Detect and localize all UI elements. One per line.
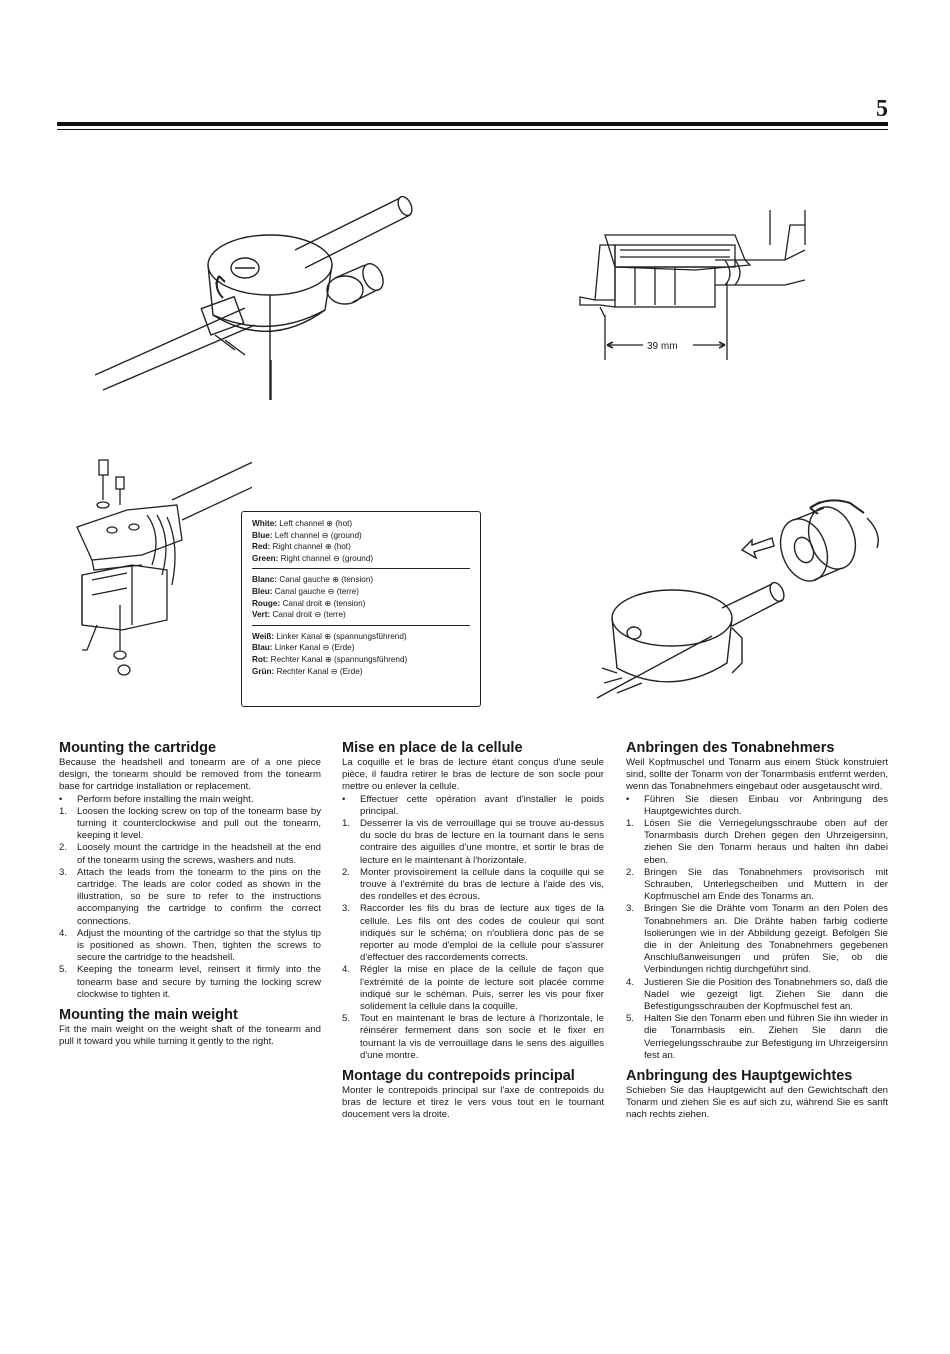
french-column: [342, 740, 604, 1122]
weight-paragraph: Monter le contrepoids principal sur l'axe de contrepoids du bras de lecture et tirez le vers vous tout en le tournant doucement vers la droite.: [342, 1085, 604, 1121]
cartridge-mounting-illustration: [72, 455, 252, 685]
wire-description: Right channel ⊖ (ground): [280, 553, 374, 563]
wiring-row: [252, 609, 470, 621]
wire-color: Blue:: [252, 530, 273, 540]
step-number: 4.: [626, 976, 635, 988]
wire-color: Weiß:: [252, 631, 275, 641]
step-number: 2.: [59, 842, 68, 854]
english-column: [59, 740, 321, 1048]
wire-description: Linker Kanal ⊕ (spannungsführend): [276, 631, 407, 641]
wiring-legend-french: [252, 568, 470, 624]
step-text: Halten Sie den Tonarm eben und führen Sie ihn wieder in die Tonarmbasis ein. Ziehen Sie dann die Verriegelungsschraube zur Befestigung im Uhrzeigersinn fest an.: [644, 1013, 888, 1061]
wire-description: Canal droit ⊕ (tension): [282, 598, 366, 608]
list-item: [626, 903, 888, 976]
step-number: 2.: [626, 866, 635, 878]
list-item: [59, 867, 321, 928]
bullet: •: [626, 793, 630, 805]
step-text: Justieren Sie die Position des Tonabnehmers so, daß die Nadel wie gezeigt ligt. Ziehen Sie dann die Befestigungsschrauben der Kopfmuschel fest an.: [644, 976, 888, 1013]
wire-color: Rot:: [252, 654, 269, 664]
step-text: Loosen the locking screw on top of the tonearm base by turning it counterclockwise and pull out the tonearm, keeping it level.: [77, 805, 321, 842]
wire-description: Left channel ⊕ (hot): [279, 519, 353, 528]
wire-description: Left channel ⊖ (ground): [274, 530, 362, 540]
german-column: [626, 740, 888, 1122]
section-heading: Anbringen des Tonabnehmers: [626, 740, 835, 756]
step-number: 3.: [59, 866, 68, 878]
page-number: 5: [876, 96, 888, 122]
wiring-row: [252, 574, 470, 586]
wiring-row: [252, 586, 470, 598]
wire-color: Grün:: [252, 666, 275, 676]
section-heading: Mounting the cartridge: [59, 740, 217, 756]
step-number: 3.: [626, 903, 635, 915]
wiring-row: [252, 642, 470, 654]
tonearm-removal-illustration: [95, 190, 425, 405]
wiring-legend-english: [252, 518, 470, 568]
step-number: 5.: [342, 1013, 351, 1025]
wiring-row: [252, 541, 470, 553]
wire-color: Blanc:: [252, 575, 278, 585]
list-item: [342, 1013, 604, 1062]
wire-description: Canal droit ⊖ (terre): [272, 610, 346, 620]
note-item: [59, 794, 321, 806]
wire-color: Vert:: [252, 610, 271, 620]
note-text: Effectuer cette opération avant d'installer le poids principal.: [360, 793, 604, 817]
wiring-row: [252, 598, 470, 610]
step-number: 4.: [59, 927, 68, 939]
cartridge-position-diagram: [575, 205, 815, 370]
dimension-label: 39 mm: [647, 341, 678, 352]
step-text: Monter provisoirement la cellule dans la coquille qui se trouve à l'extrémité du bras de lecture à l'aide des vis, des rondelles et des écrous.: [360, 866, 604, 903]
note-text: Perform before installing the main weight.: [77, 793, 254, 805]
wire-color: Green:: [252, 553, 279, 563]
step-text: Tout en maintenant le bras de lecture à l'horizontale, le réinsérer fermement dans son socle et le fixer en tournant la vis de verrouillage dans le sens des aiguilles d'une montre.: [360, 1013, 604, 1061]
wire-description: Rechter Kanal ⊕ (spannungsführend): [270, 654, 408, 664]
wiring-legend-german: [252, 625, 470, 681]
step-number: 3.: [342, 903, 351, 915]
section-heading: Montage du contrepoids principal: [342, 1068, 575, 1085]
step-number: 5.: [626, 1013, 635, 1025]
intro-paragraph: Weil Kopfmuschel und Tonarm aus einem Stück konstruiert sind, sollte der Tonarm von der Tonarmbasis entfernt werden, wenn das Tonabnehmers eingebaut oder ausgetauscht wird.: [626, 757, 888, 793]
wire-color: Bleu:: [252, 586, 273, 596]
wiring-row: [252, 654, 470, 666]
header-rule-thin: [57, 129, 888, 130]
weight-paragraph: Schieben Sie das Hauptgewicht auf den Gewichtschaft den Tonarm und ziehen Sie es auf sich zu, während Sie es sanft nach rechts ziehen.: [626, 1085, 888, 1121]
section-heading: Mise en place de la cellule: [342, 740, 523, 756]
list-item: [626, 1013, 888, 1062]
step-text: Loosely mount the cartridge in the headshell at the end of the tonearm using the screws, washers and nuts.: [77, 842, 321, 866]
list-item: [59, 964, 321, 1001]
step-number: 4.: [342, 964, 351, 976]
wire-description: Canal gauche ⊕ (tension): [279, 575, 374, 585]
wiring-row: [252, 518, 470, 530]
list-item: [342, 867, 604, 904]
wiring-color-legend: [241, 511, 481, 707]
step-number: 1.: [59, 805, 68, 817]
wire-color: Red:: [252, 542, 271, 552]
list-item: [342, 964, 604, 1013]
step-number: 5.: [59, 964, 68, 976]
wiring-row: [252, 553, 470, 565]
wire-color: Blau:: [252, 643, 273, 653]
bullet: •: [59, 793, 63, 805]
step-text: Adjust the mounting of the cartridge so that the stylus tip is positioned as shown. Then, tighten the screws to secure the cartridge to the headshell.: [77, 927, 321, 964]
section-heading: Mounting the main weight: [59, 1007, 238, 1024]
list-item: [59, 928, 321, 965]
wiring-row: [252, 631, 470, 643]
main-weight-illustration: [592, 488, 892, 710]
wire-description: Canal gauche ⊖ (terre): [274, 586, 359, 596]
wiring-row: [252, 530, 470, 542]
weight-paragraph: Fit the main weight on the weight shaft of the tonearm and pull it toward you while turning it gently to the right.: [59, 1024, 321, 1048]
note-item: [626, 794, 888, 818]
note-item: [342, 794, 604, 818]
step-text: Bringen Sie die Drähte vom Tonarm an den Polen des Tonabnehmers an. Die Drähte haben farbig codierte Isolierungen wie in der Abbildung gezeigt. Befolgen Sie die in der Anleitung des Tonabnehmers gegebenen Anschlußanweisungen und prüfen Sie, ob die Verbindungen richtig durchgeführt sind.: [644, 903, 888, 976]
list-item: [626, 977, 888, 1014]
step-text: Keeping the tonearm level, reinsert it firmly into the tonearm base and secure by turning the locking screw clockwise to tighten it.: [77, 964, 321, 1000]
step-text: Bringen Sie das Tonabnehmers provisorisch mit Schrauben, Unterlegscheiben und Muttern in der Kopfmuschel am Ende des Tonarms an.: [644, 866, 888, 903]
wire-description: Rechter Kanal ⊖ (Erde): [276, 666, 363, 676]
wiring-row: [252, 666, 470, 678]
step-number: 2.: [342, 866, 351, 878]
wire-color: Rouge:: [252, 598, 281, 608]
step-text: Raccorder les fils du bras de lecture aux tiges de la cellule. Les fils ont des codes de couleur qui sont indiqués sur le schéma; on n'oubliera donc pas de se reporter au mode d'emploi de la cellule pour s'assurer d'effectuer des raccordements corrects.: [360, 903, 604, 964]
list-item: [342, 818, 604, 867]
step-number: 1.: [626, 818, 635, 830]
header-rule: [57, 122, 888, 126]
list-item: [59, 806, 321, 843]
intro-paragraph: Because the headshell and tonearm are of a one piece design, the tonearm should be removed from the tonearm base for cartridge installation or replacement.: [59, 757, 321, 793]
intro-paragraph: La coquille et le bras de lecture étant conçus d'une seule pièce, il faudra retirer le bras de lecture de son socle pour mettre ou enlever la cellule.: [342, 757, 604, 793]
list-item: [626, 818, 888, 867]
step-text: Régler la mise en place de la cellule de façon que l'extrémité de la pointe de lecture soit placée comme indiqué sur le schéman. Puis, serrer les vis pour fixer solidement la cellule dans la coquille.: [360, 964, 604, 1013]
wire-color: White:: [252, 519, 278, 528]
list-item: [342, 903, 604, 964]
note-text: Führen Sie diesen Einbau vor Anbringung des Hauptgewichtes durch.: [644, 793, 888, 817]
section-heading: Anbringung des Hauptgewichtes: [626, 1068, 853, 1085]
list-item: [59, 842, 321, 866]
step-text: Lösen Sie die Verriegelungsschraube oben auf der Tonarmbasis durch Drehen gegen den Uhrzeigersinn, ziehen Sie den Tonarm heraus und halten ihn dabei eben.: [644, 818, 888, 866]
wire-description: Linker Kanal ⊖ (Erde): [274, 643, 355, 653]
step-number: 1.: [342, 818, 351, 830]
wire-description: Right channel ⊕ (hot): [272, 542, 351, 552]
list-item: [626, 867, 888, 904]
bullet: •: [342, 793, 346, 805]
step-text: Desserrer la vis de verrouillage qui se trouve au-dessus du socle du bras de lecture en la tournant dans le sens contraire des aiguilles d'une montre, et sortir le bras de lecture en le maintenant à l'horizontale.: [360, 818, 604, 866]
step-text: Attach the leads from the tonearm to the pins on the cartridge. The leads are color coded as shown in the illustration, so be sure to refer to the instructions accompanying the cartridge to confirm the correct connections.: [77, 866, 321, 927]
